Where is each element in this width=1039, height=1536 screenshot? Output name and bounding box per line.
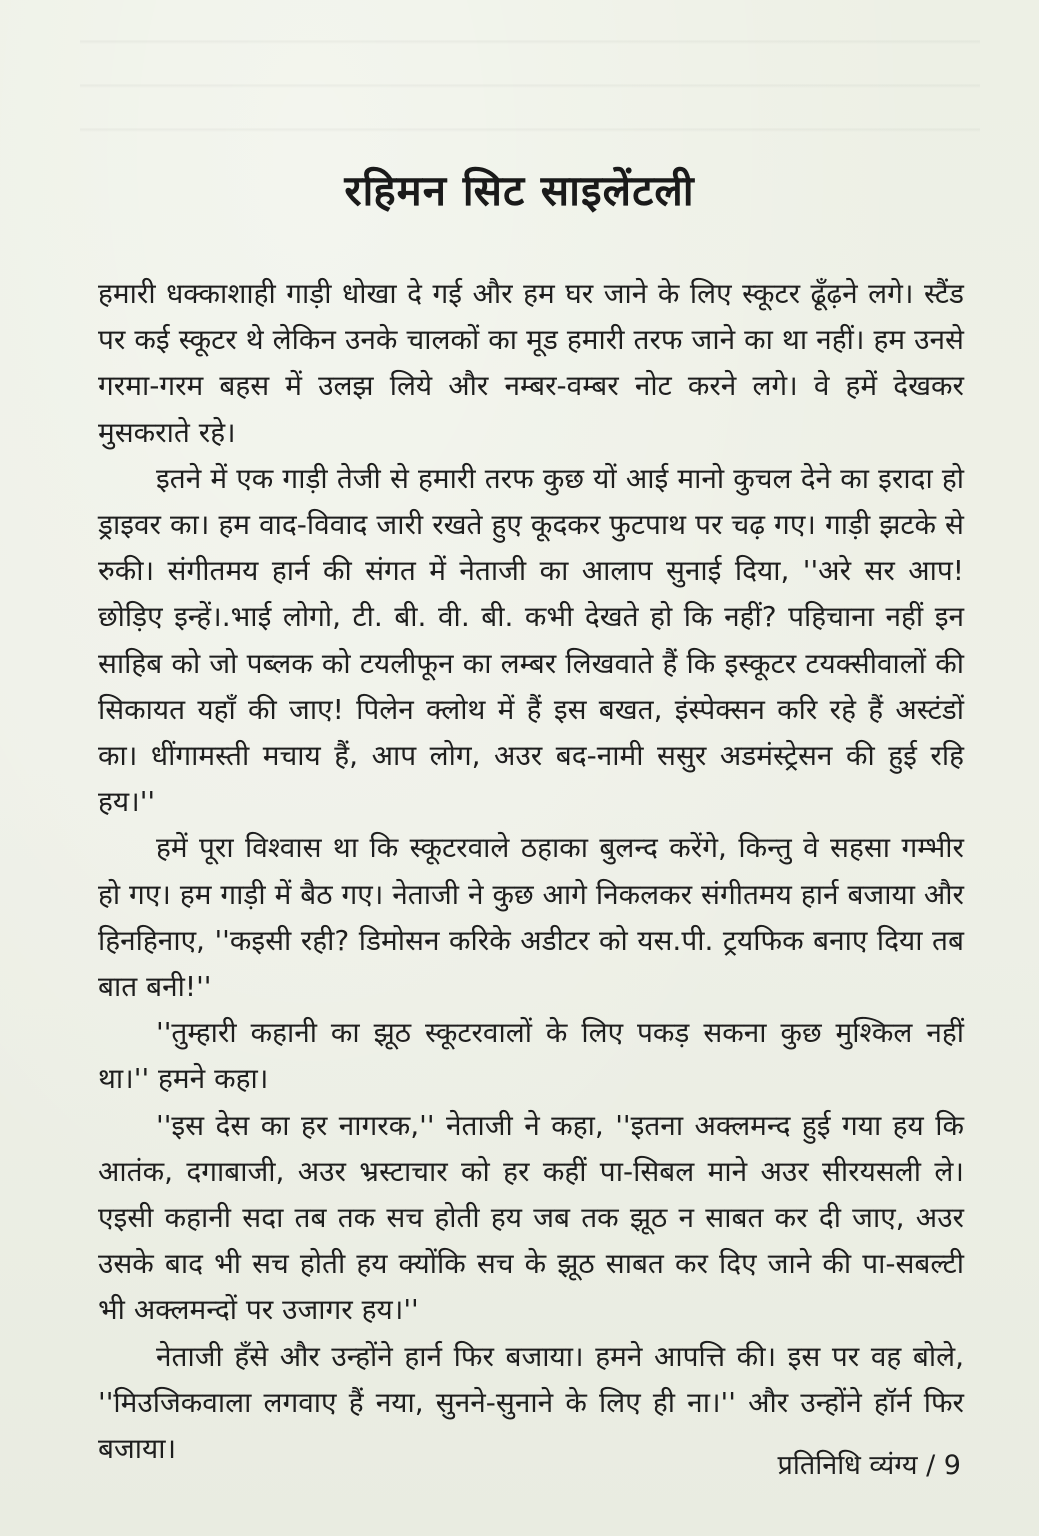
- page-footer: प्रतिनिधि व्यंग्य / 9: [777, 1450, 961, 1481]
- show-through-text: [80, 0, 980, 150]
- paragraph: हमें पूरा विश्वास था कि स्कूटरवाले ठहाका बुलन्द करेंगे, किन्तु वे सहसा गम्भीर हो गए। हम गाड़ी में बैठ गए। नेताजी ने कुछ आगे निकलकर संगीतमय हार्न बजाया और हिनहिनाए, ''कइसी रही? डिमोसन करिके अडीटर को यस.पी. ट्रयफिक बनाए दिया तब बात बनी!'': [98, 831, 964, 1004]
- paragraph: ''तुम्हारी कहानी का झूठ स्कूटरवालों के लिए पकड़ सकना कुछ मुश्किल नहीं था।'' हमने कहा।: [98, 1016, 964, 1096]
- body-text: [98, 271, 964, 1472]
- paragraph: हमारी धक्काशाही गाड़ी धोखा दे गई और हम घर जाने के लिए स्कूटर ढूँढ़ने लगे। स्टैंड पर कई स्कूटर थे लेकिन उनके चालकों का मूड हमारी तरफ जाने का था नहीं। हम उनसे गरमा-गरम बहस में उलझ लिये और नम्बर-वम्बर नोट करने लगे। वे हमें देखकर मुसकराते रहे।: [98, 277, 964, 449]
- paragraph: नेताजी हँसे और उन्होंने हार्न फिर बजाया। हमने आपत्ति की। इस पर वह बोले, ''मिउजिकवाला लगवाए हैं नया, सुनने-सुनाने के लिए ही ना।'' और उन्होंने हॉर्न फिर बजाया।: [98, 1339, 964, 1466]
- paragraph: इतने में एक गाड़ी तेजी से हमारी तरफ कुछ यों आई मानो कुचल देने का इरादा हो ड्राइवर का। हम वाद-विवाद जारी रखते हुए कूदकर फुटपाथ पर चढ़ गए। गाड़ी झटके से रुकी। संगीतमय हार्न की संगत में नेताजी का आलाप सुनाई दिया, ''अरे सर आप! छोड़िए इन्हें।.भाई लोगो, टी. बी. वी. बी. कभी देखते हो कि नहीं? पहिचाना नहीं इन साहिब को जो पब्लक को टयलीफून का लम्बर लिखवाते हैं कि इस्कूटर टयक्सीवालों की सिकायत यहाँ की जाए! पिलेन क्लोथ में हैं इस बखत, इंस्पेक्सन करि रहे हैं अस्टंडों का। धींगामस्ती मचाय हैं, आप लोग, अउर बद-नामी ससुर अडमंस्ट्रेसन की हुई रहि हय।'': [98, 461, 964, 819]
- chapter-title: रहिमन सिट साइलेंटली: [344, 166, 695, 215]
- paragraph: ''इस देस का हर नागरक,'' नेताजी ने कहा, ''इतना अक्लमन्द हुई गया हय कि आतंक, दगाबाजी, अउर भ्रस्टाचार को हर कहीं पा-सिबल माने अउर सीरयसली ले। एइसी कहानी सदा तब तक सच होती हय जब तक झूठ न साबत कर दी जाए, अउर उसके बाद भी सच होती हय क्योंकि सच के झूठ साबत कर दिए जाने की पा-सबल्टी भी अक्लमन्दों पर उजागर हय।'': [98, 1108, 964, 1327]
